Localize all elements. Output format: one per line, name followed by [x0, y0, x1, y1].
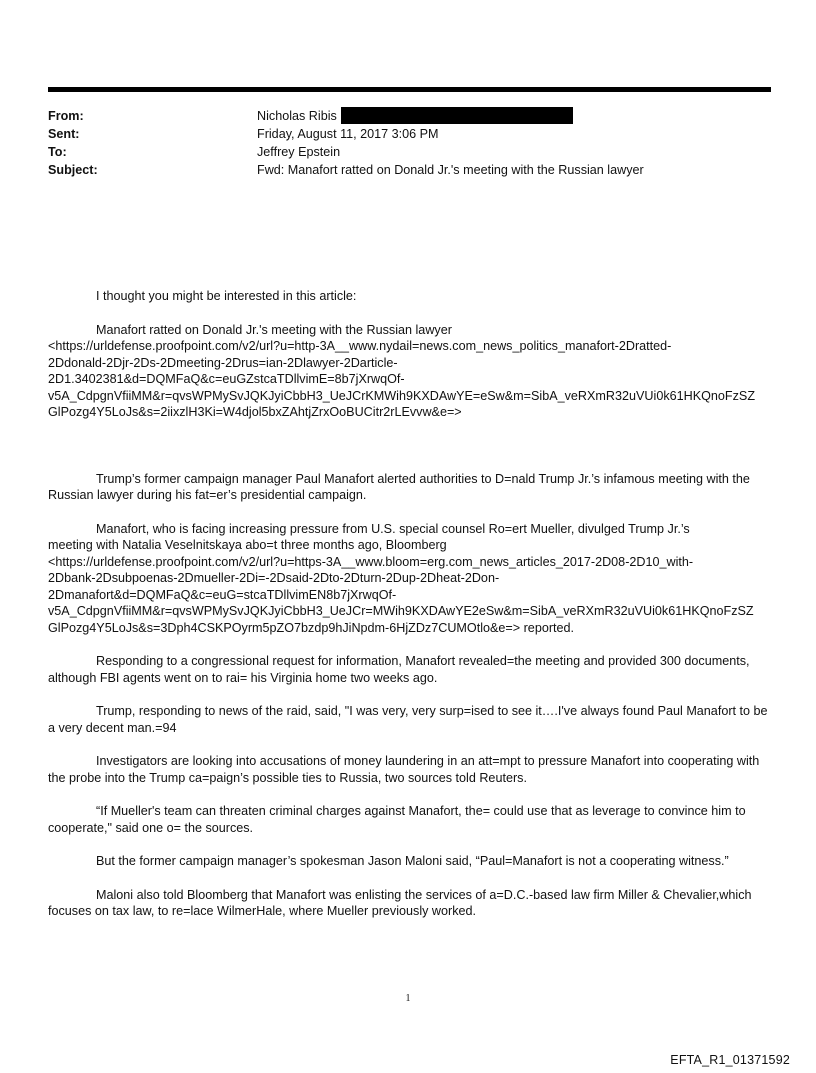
- paragraph: Trump’s former campaign manager Paul Manafort alerted authorities to D=nald Trump Jr.’s infamous meeting with the Russian lawyer during his fat=er’s presidential campaign.: [48, 471, 750, 502]
- header-divider: [48, 87, 771, 92]
- sent-value: Friday, August 11, 2017 3:06 PM: [257, 127, 439, 141]
- email-header: [48, 107, 768, 179]
- paragraph-line: meeting with Natalia Veselnitskaya abo=t three months ago, Bloomberg: [48, 538, 447, 552]
- link-line[interactable]: v5A_CdpgnVfiiMM&r=qvsWPMySvJQKJyiCbbH3_UeJCrKMWih9KXDAwYE=eSw&m=SibA_veRXmR32uVUi0k61HKQnoFzSZ: [48, 388, 756, 403]
- paragraph: Responding to a congressional request for information, Manafort revealed=the meeting and provided 300 documents, although FBI agents went on to rai= his Virginia home two weeks ago.: [48, 654, 750, 685]
- bloomberg-link[interactable]: [48, 554, 770, 637]
- link-line[interactable]: v5A_CdpgnVfiiMM&r=qvsWPMySvJQKJyiCbbH3_UeJCr=MWih9KXDAwYE2eSw&m=SibA_veRXmR32uVUi0k61HKQnoFzSZ: [48, 604, 754, 618]
- link-line[interactable]: GlPozg4Y5LoJs&s=3Dph4CSKPOyrm5pZO7bzdp9hJiNpdm-6HjZDz7CUMOtlo&e=> reported.: [48, 620, 575, 635]
- sender-name: Nicholas Ribis: [257, 109, 337, 123]
- intro-text: I thought you might be interested in this article:: [96, 289, 357, 303]
- to-row: [48, 143, 768, 161]
- to-value: Jeffrey Epstein: [257, 145, 341, 159]
- link-line[interactable]: 2Dmanafort&d=DQMFaQ&c=euG=stcaTDllvimEN8b7jXrwqOf-: [48, 587, 397, 602]
- link-line[interactable]: <https://urldefense.proofpoint.com/v2/url?u=https-3A__www.bloom=erg.com_news_articles_2017-2D08-2D10_with-: [48, 554, 694, 569]
- paragraph: Maloni also told Bloomberg that Manafort was enlisting the services of a=D.C.-based law firm Miller & Chevalier,which focuses on tax law, to re=lace WilmerHale, where Mueller previously worked.: [48, 887, 752, 918]
- redaction-bar: [341, 107, 573, 124]
- subject-row: [48, 161, 768, 179]
- sent-label: Sent:: [48, 127, 80, 141]
- paragraph: But the former campaign manager’s spokesman Jason Maloni said, “Paul=Manafort is not a cooperating witness.”: [96, 854, 729, 868]
- subject-value: Fwd: Manafort ratted on Donald Jr.'s meeting with the Russian lawyer: [257, 163, 644, 177]
- paragraph-line: Manafort, who is facing increasing pressure from U.S. special counsel Ro=ert Mueller, divulged Trump Jr.’s: [96, 521, 690, 536]
- link-line[interactable]: 2Ddonald-2Djr-2Ds-2Dmeeting-2Drus=ian-2Dlawyer-2Darticle-: [48, 355, 398, 370]
- from-row: [48, 107, 768, 125]
- page-number: 1: [405, 993, 411, 1004]
- link-line[interactable]: 2D1.3402381&d=DQMFaQ&c=euGZstcaTDllvimE=8b7jXrwqOf-: [48, 372, 405, 386]
- subject-label: Subject:: [48, 163, 98, 177]
- document-id: EFTA_R1_01371592: [670, 1053, 790, 1067]
- paragraph: Investigators are looking into accusations of money laundering in an att=mpt to pressure Manafort into cooperating with the probe into the Trump ca=paign’s possible ties to Russia, two sources told Reuters.: [48, 754, 760, 785]
- from-value: [257, 107, 573, 125]
- article-link[interactable]: [48, 338, 770, 421]
- to-label: To:: [48, 145, 67, 159]
- article-title: Manafort ratted on Donald Jr.'s meeting with the Russian lawyer: [96, 322, 452, 337]
- link-line[interactable]: GlPozg4Y5LoJs&s=2iixzlH3Ki=W4djol5bxZAhtjZrxOoBUCitr2rLEvvw&e=>: [48, 405, 462, 419]
- paragraph: “If Mueller's team can threaten criminal charges against Manafort, the= could use that as leverage to convince him to cooperate," said one o= the sources.: [48, 804, 746, 835]
- paragraph: Trump, responding to news of the raid, said, "I was very, very surp=ised to see it….I've always found Paul Manafort to be a very decent man.=94: [48, 704, 768, 735]
- link-line[interactable]: <https://urldefense.proofpoint.com/v2/url?u=http-3A__www.nydail=news.com_news_politics_manafort-2Dratted-: [48, 339, 672, 353]
- sent-row: [48, 125, 768, 143]
- from-label: From:: [48, 109, 84, 123]
- link-line[interactable]: 2Dbank-2Dsubpoenas-2Dmueller-2Di=-2Dsaid-2Dto-2Dturn-2Dup-2Dheat-2Don-: [48, 571, 500, 585]
- email-body: [48, 288, 770, 920]
